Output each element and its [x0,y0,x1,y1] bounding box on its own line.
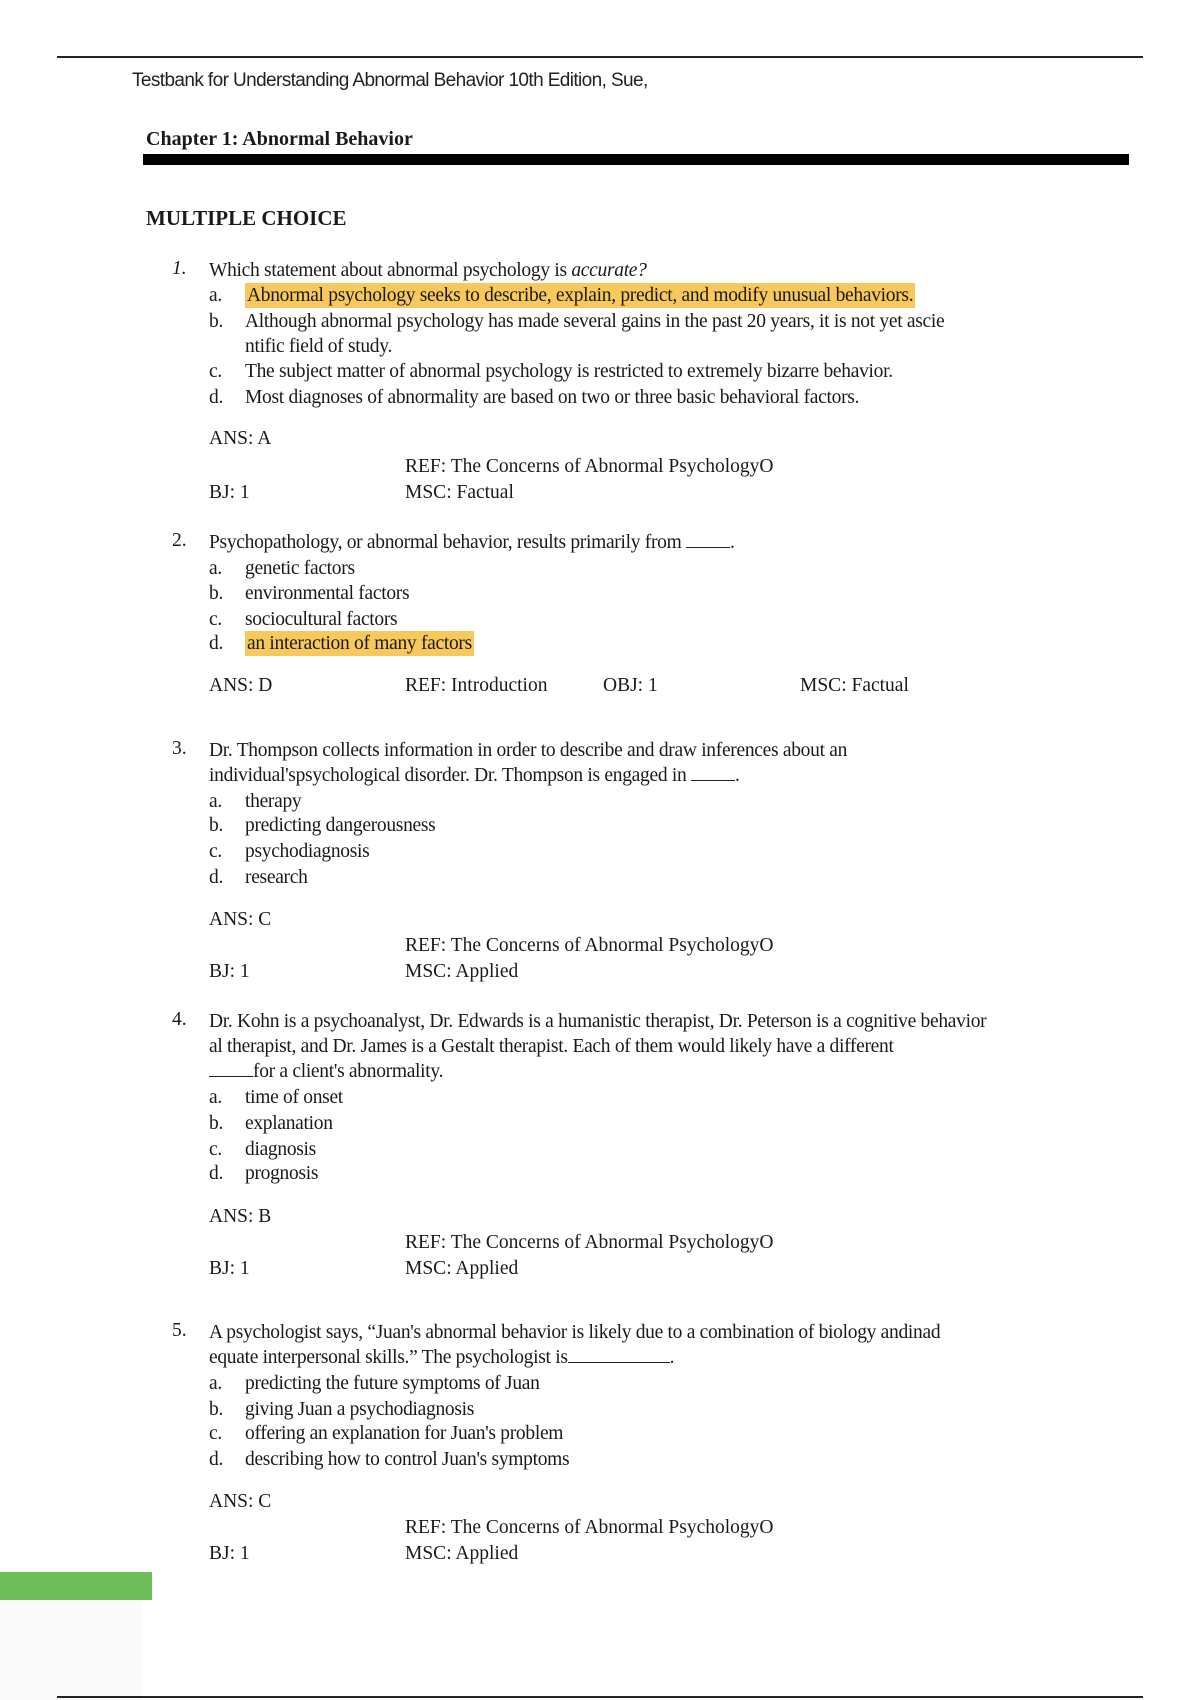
option-c: c. diagnosis [209,1139,316,1160]
option-d: d. prognosis [209,1163,319,1184]
highlighted-answer: Abnormal psychology seeks to describe, explain, predict, and modify unusual behaviors. [247,285,914,306]
question-number: 3. [172,738,187,759]
highlighted-answer: an interaction of many factors [247,633,472,654]
msc: MSC: Factual [405,482,514,503]
question-text: Dr. Kohn is a psychoanalyst, Dr. Edwards is a humanistic therapist, Dr. Peterson is a cognitive behavior al therapist, and Dr. James is a Gestalt therapist. Each of them would likely have a different for a client's abnormality. [209,1011,987,1082]
msc: MSC: Applied [405,961,519,982]
question-number: 1. [172,258,187,279]
msc: MSC: Factual [800,675,909,696]
reference: REF: The Concerns of Abnormal PsychologyO [405,935,774,956]
option-a: a. time of onset [209,1087,343,1108]
answer-blank [686,533,730,548]
section-title: MULTIPLE CHOICE [146,206,347,230]
option-c: c. sociocultural factors [209,609,398,630]
bottom-rule [57,1696,1143,1698]
option-b: b. explanation [209,1113,333,1134]
option-d: d. Most diagnoses of abnormality are based on two or three basic behavioral factors. [209,387,860,408]
reference: REF: The Concerns of Abnormal PsychologyO [405,1232,774,1253]
answer-key: ANS: C [209,909,272,930]
page-shade [0,1600,142,1700]
question-text: Dr. Thompson collects information in order to describe and draw inferences about an individual'spsychological disorder. Dr. Thompson is engaged in . [209,740,848,786]
option-b: b. Although abnormal psychology has made several gains in the past 20 years, it is not yet ascie ntific field of study. [209,311,945,357]
option-a: a. genetic factors [209,558,355,579]
option-d: d. an interaction of many factors [209,633,472,654]
msc: MSC: Applied [405,1543,519,1564]
answer-blank [209,1062,253,1077]
objective: BJ: 1 [209,1258,250,1279]
question-text: Psychopathology, or abnormal behavior, results primarily from . [209,532,735,553]
question-number: 5. [172,1320,187,1341]
option-a: a. predicting the future symptoms of Juan [209,1373,540,1394]
objective: BJ: 1 [209,1543,250,1564]
option-c: c. The subject matter of abnormal psychology is restricted to extremely bizarre behavior. [209,361,893,382]
option-d: d. describing how to control Juan's symptoms [209,1449,570,1470]
chapter-title: Chapter 1: Abnormal Behavior [146,128,413,150]
option-a: a. Abnormal psychology seeks to describe, explain, predict, and modify unusual behaviors. [209,285,914,306]
chapter-rule [143,154,1129,165]
running-header: Testbank for Understanding Abnormal Behavior 10th Edition, Sue, [132,70,648,91]
option-c: c. psychodiagnosis [209,841,370,862]
option-b: b. giving Juan a psychodiagnosis [209,1399,475,1420]
answer-key: ANS: C [209,1491,272,1512]
objective: BJ: 1 [209,482,250,503]
option-a: a. therapy [209,791,302,812]
answer-blank [568,1348,670,1363]
objective: OBJ: 1 [603,675,658,696]
question-number: 2. [172,530,187,551]
answer-key: ANS: A [209,428,272,449]
option-d: d. research [209,867,308,888]
question-text: A psychologist says, “Juan's abnormal behavior is likely due to a combination of biology andinad equate interpersonal skills.” The psychologist is . [209,1322,941,1368]
answer-blank [691,766,735,781]
top-rule [57,56,1143,58]
option-b: b. environmental factors [209,583,410,604]
option-b: b. predicting dangerousness [209,815,436,836]
reference: REF: The Concerns of Abnormal PsychologyO [405,1517,774,1538]
option-c: c. offering an explanation for Juan's problem [209,1423,564,1444]
green-marker-bar [0,1572,152,1600]
msc: MSC: Applied [405,1258,519,1279]
question-text: Which statement about abnormal psychology is accurate? [209,260,647,281]
answer-key: ANS: D [209,675,273,696]
question-number: 4. [172,1009,187,1030]
reference: REF: The Concerns of Abnormal PsychologyO [405,456,774,477]
reference: REF: Introduction [405,675,548,696]
objective: BJ: 1 [209,961,250,982]
answer-key: ANS: B [209,1206,272,1227]
